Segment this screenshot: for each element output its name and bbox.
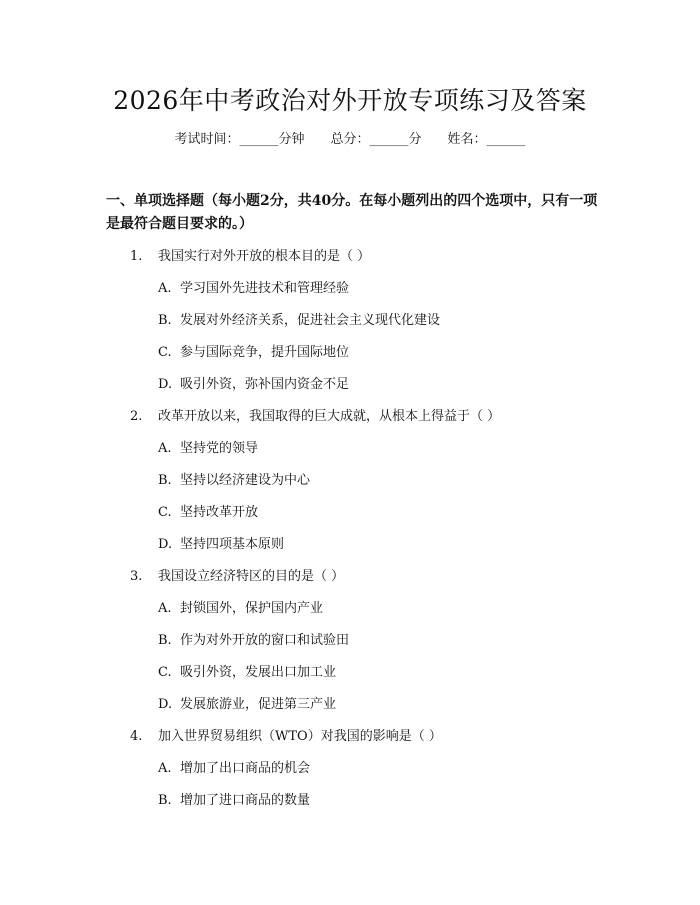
- question-stem: 我国设立经济特区的目的是（ ）: [158, 569, 345, 584]
- option-text: 坚持党的领导: [180, 441, 259, 456]
- option-letter: C.: [158, 665, 172, 680]
- question-1-option-c: [0, 337, 700, 369]
- option-text: 吸引外资，弥补国内资金不足: [180, 377, 350, 392]
- exam-time-field: 考试时间：______分钟: [174, 132, 305, 147]
- question-1-option-a: [0, 273, 700, 305]
- question-3-option-b: [0, 625, 700, 657]
- question-number: 3.: [130, 569, 143, 584]
- option-letter: B.: [158, 793, 172, 808]
- question-stem: 加入世界贸易组织（WTO）对我国的影响是（ ）: [158, 729, 442, 744]
- question-2-option-a: [0, 433, 700, 465]
- student-name-field: 姓名：______: [447, 132, 526, 147]
- option-text: 坚持以经济建设为中心: [180, 473, 311, 488]
- option-letter: B.: [158, 473, 172, 488]
- question-3-option-a: [0, 593, 700, 625]
- option-text: 参与国际竞争，提升国际地位: [180, 345, 350, 360]
- option-letter: A.: [158, 761, 172, 776]
- question-4-option-a: [0, 753, 700, 785]
- question-2-option-d: [0, 529, 700, 561]
- question-3-option-d: [0, 689, 700, 721]
- question-number: 4.: [130, 729, 143, 744]
- question-stem: 我国实行对外开放的根本目的是（ ）: [158, 249, 371, 264]
- option-text: 吸引外资，发展出口加工业: [180, 665, 337, 680]
- question-list: [0, 241, 700, 817]
- question-4: [0, 721, 700, 753]
- question-3-option-c: [0, 657, 700, 689]
- question-number: 1.: [130, 249, 143, 264]
- option-text: 发展对外经济关系，促进社会主义现代化建设: [180, 313, 441, 328]
- total-score-field: 总分：______分: [330, 132, 422, 147]
- option-text: 增加了进口商品的数量: [180, 793, 311, 808]
- question-stem: 改革开放以来，我国取得的巨大成就，从根本上得益于（ ）: [158, 409, 501, 424]
- question-1-option-b: [0, 305, 700, 337]
- question-3: [0, 561, 700, 593]
- question-1-option-d: [0, 369, 700, 401]
- option-text: 作为对外开放的窗口和试验田: [180, 633, 350, 648]
- question-2-option-c: [0, 497, 700, 529]
- option-letter: D.: [158, 537, 173, 552]
- question-4-option-b: [0, 785, 700, 817]
- option-letter: D.: [158, 377, 173, 392]
- question-number: 2.: [130, 409, 143, 424]
- option-letter: B.: [158, 313, 172, 328]
- option-letter: A.: [158, 441, 172, 456]
- option-letter: C.: [158, 505, 172, 520]
- section-heading: 一、单项选择题（每小题2分，共40分。在每小题列出的四个选项中，只有一项是最符合题目要求的。）: [106, 193, 598, 232]
- option-letter: A.: [158, 281, 172, 296]
- question-2: [0, 401, 700, 433]
- option-text: 封锁国外，保护国内产业: [180, 601, 324, 616]
- option-letter: A.: [158, 601, 172, 616]
- option-letter: B.: [158, 633, 172, 648]
- option-text: 发展旅游业，促进第三产业: [180, 697, 337, 712]
- option-text: 坚持四项基本原则: [180, 537, 285, 552]
- question-1: [0, 241, 700, 273]
- page-title: 2026年中考政治对外开放专项练习及答案: [113, 86, 587, 115]
- question-2-option-b: [0, 465, 700, 497]
- option-text: 坚持改革开放: [180, 505, 259, 520]
- option-text: 增加了出口商品的机会: [180, 761, 311, 776]
- option-letter: C.: [158, 345, 172, 360]
- option-letter: D.: [158, 697, 173, 712]
- exam-meta: [0, 131, 700, 149]
- option-text: 学习国外先进技术和管理经验: [180, 281, 350, 296]
